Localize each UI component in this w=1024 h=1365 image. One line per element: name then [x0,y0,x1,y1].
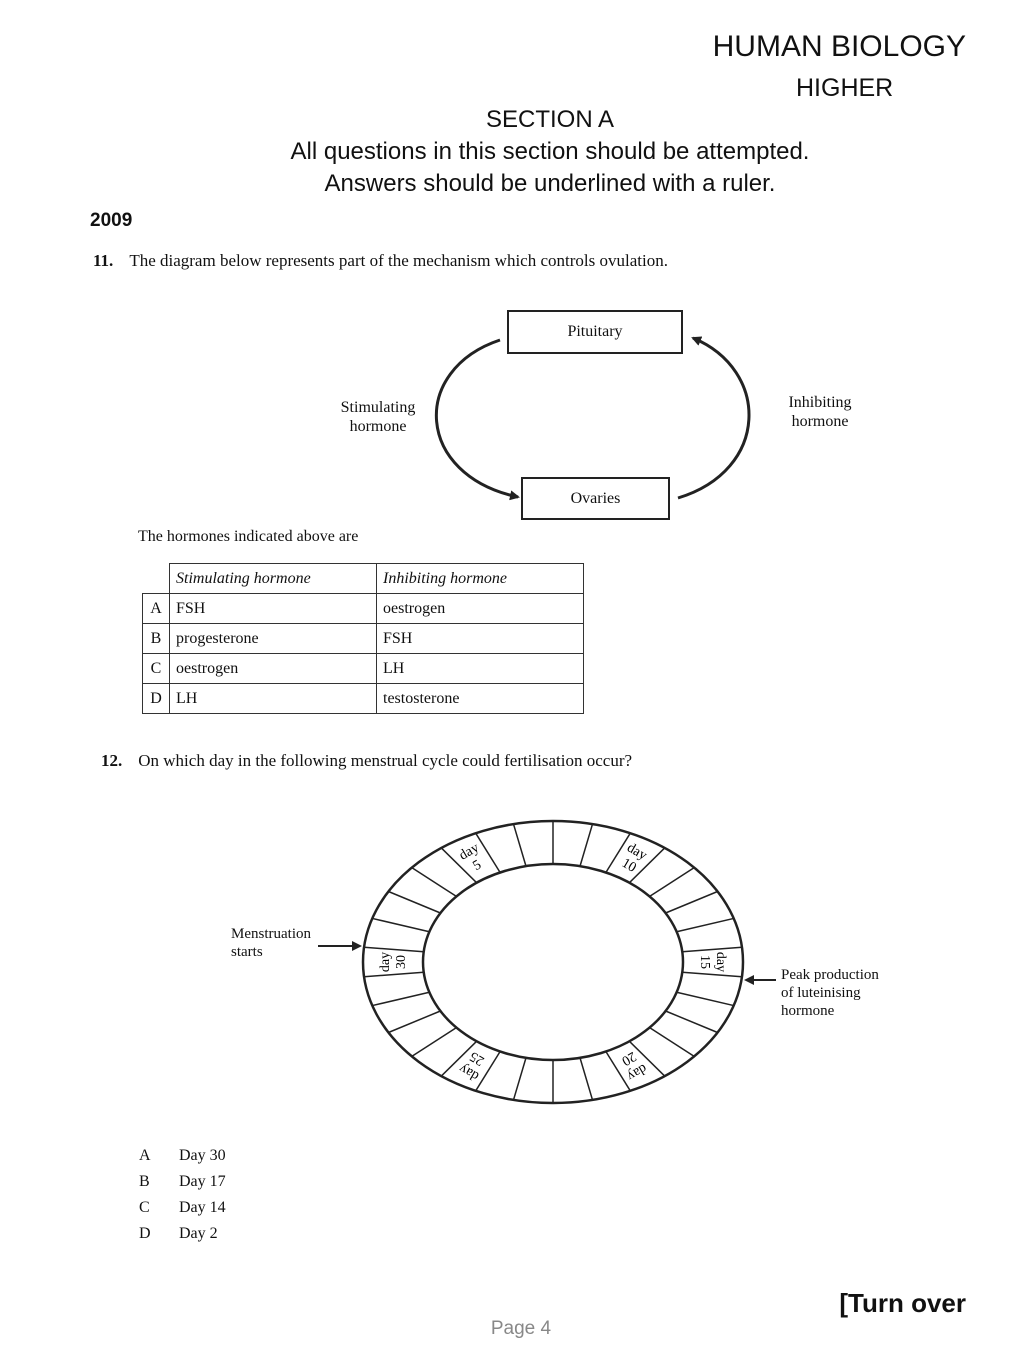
inhibiting-hormone-label: Inhibiting hormone [788,394,852,430]
cycle-segment-divider [388,892,440,914]
option-letter: B [143,624,170,654]
cycle-day-word: day [624,840,650,864]
cycle-day-label [616,840,649,877]
answer-text: Day 2 [179,1225,218,1242]
cycle-day-word: day [713,951,728,973]
cycle-segment-divider [580,824,592,866]
inhibiting-cell: FSH [377,624,584,654]
question-text: On which day in the following menstrual cycle could fertilisation occur? [138,751,633,770]
answer-option-a [139,1147,226,1165]
table-intro: The hormones indicated above are [138,528,359,545]
cycle-segment-divider [364,947,424,951]
cycle-day-label [457,1047,490,1084]
answer-option-c [139,1199,226,1217]
stimulating-cell: progesterone [170,624,377,654]
cycle-segment-divider [388,1011,440,1033]
answer-text: Day 17 [179,1173,226,1190]
section-instruction-1: All questions in this section should be attempted. [290,138,810,165]
cycle-segment-divider [650,1028,695,1057]
cycle-segment-divider [372,918,429,931]
document-title: HUMAN BIOLOGY [712,30,966,63]
answer-letter: B [139,1173,150,1190]
answer-letter: A [139,1147,151,1164]
cycle-day-number: 30 [394,955,409,969]
cycle-day-number: 15 [697,955,712,969]
question-text: The diagram below represents part of the mechanism which controls ovulation. [129,251,668,270]
cycle-day-labels [378,840,728,1083]
stimulating-cell: LH [170,684,377,714]
cycle-segment-divider [677,992,734,1005]
ovaries-box: Ovaries [521,477,670,520]
cycle-segment-divider [513,1058,525,1100]
section-instruction-2: Answers should be underlined with a ruler. [324,170,776,197]
cycle-segment-divider [513,824,525,866]
answer-letter: C [139,1199,150,1216]
cycle-segment-divider [666,892,718,914]
column-header-stimulating: Stimulating hormone [170,564,377,594]
menstruation-starts-label: Menstruation starts [231,926,311,960]
cycle-segment-divider [682,947,742,951]
section-title: SECTION A [485,106,615,133]
cycle-day-label [616,1047,649,1084]
cycle-day-word: day [456,840,482,864]
option-letter: D [143,684,170,714]
cycle-segment-divider [372,992,429,1005]
cycle-segment-divider [666,1011,718,1033]
inhibiting-cell: LH [377,654,584,684]
answer-option-d [139,1225,218,1243]
pituitary-box: Pituitary [507,310,683,354]
answer-text: Day 30 [179,1147,226,1164]
stimulating-cell: FSH [170,594,377,624]
cycle-day-number: 5 [470,857,485,875]
peak-lh-label: Peak production of luteinising hormone [781,967,879,1019]
option-letter: A [143,594,170,624]
cycle-day-number: 20 [618,1048,639,1069]
cycle-segment-divider [364,972,424,976]
cycle-segment-dividers [364,821,742,1103]
option-letter: C [143,654,170,684]
document-level: HIGHER [796,74,894,102]
cycle-segment-divider [650,868,695,897]
cycle-day-number: 10 [618,855,639,876]
inhibiting-cell: oestrogen [377,594,584,624]
cycle-inner-ring [423,864,683,1060]
cycle-day-word: day [378,951,393,973]
page-number: Page 4 [490,1318,552,1339]
question-number: 11. [93,251,114,270]
inhibiting-cell: testosterone [377,684,584,714]
column-header-inhibiting: Inhibiting hormone [377,564,584,594]
cycle-day-number: 25 [467,1048,488,1069]
cycle-day-word: day [456,1060,482,1084]
turn-over-note: [Turn over [839,1288,966,1318]
stimulating-hormone-label: Stimulating hormone [340,399,416,435]
answer-letter: D [139,1225,151,1242]
cycle-segment-divider [677,918,734,931]
cycle-segment-divider [412,868,457,897]
exam-year: 2009 [90,210,133,231]
cycle-segment-divider [412,1028,457,1057]
cycle-segment-divider [682,972,742,976]
answer-text: Day 14 [179,1199,226,1216]
stimulating-cell: oestrogen [170,654,377,684]
answer-option-b [139,1173,226,1191]
cycle-day-label [457,840,490,877]
cycle-day-word: day [624,1060,650,1084]
cycle-segment-divider [580,1058,592,1100]
cycle-day-label [697,952,728,972]
question-number: 12. [101,751,123,770]
cycle-day-label [378,952,409,972]
